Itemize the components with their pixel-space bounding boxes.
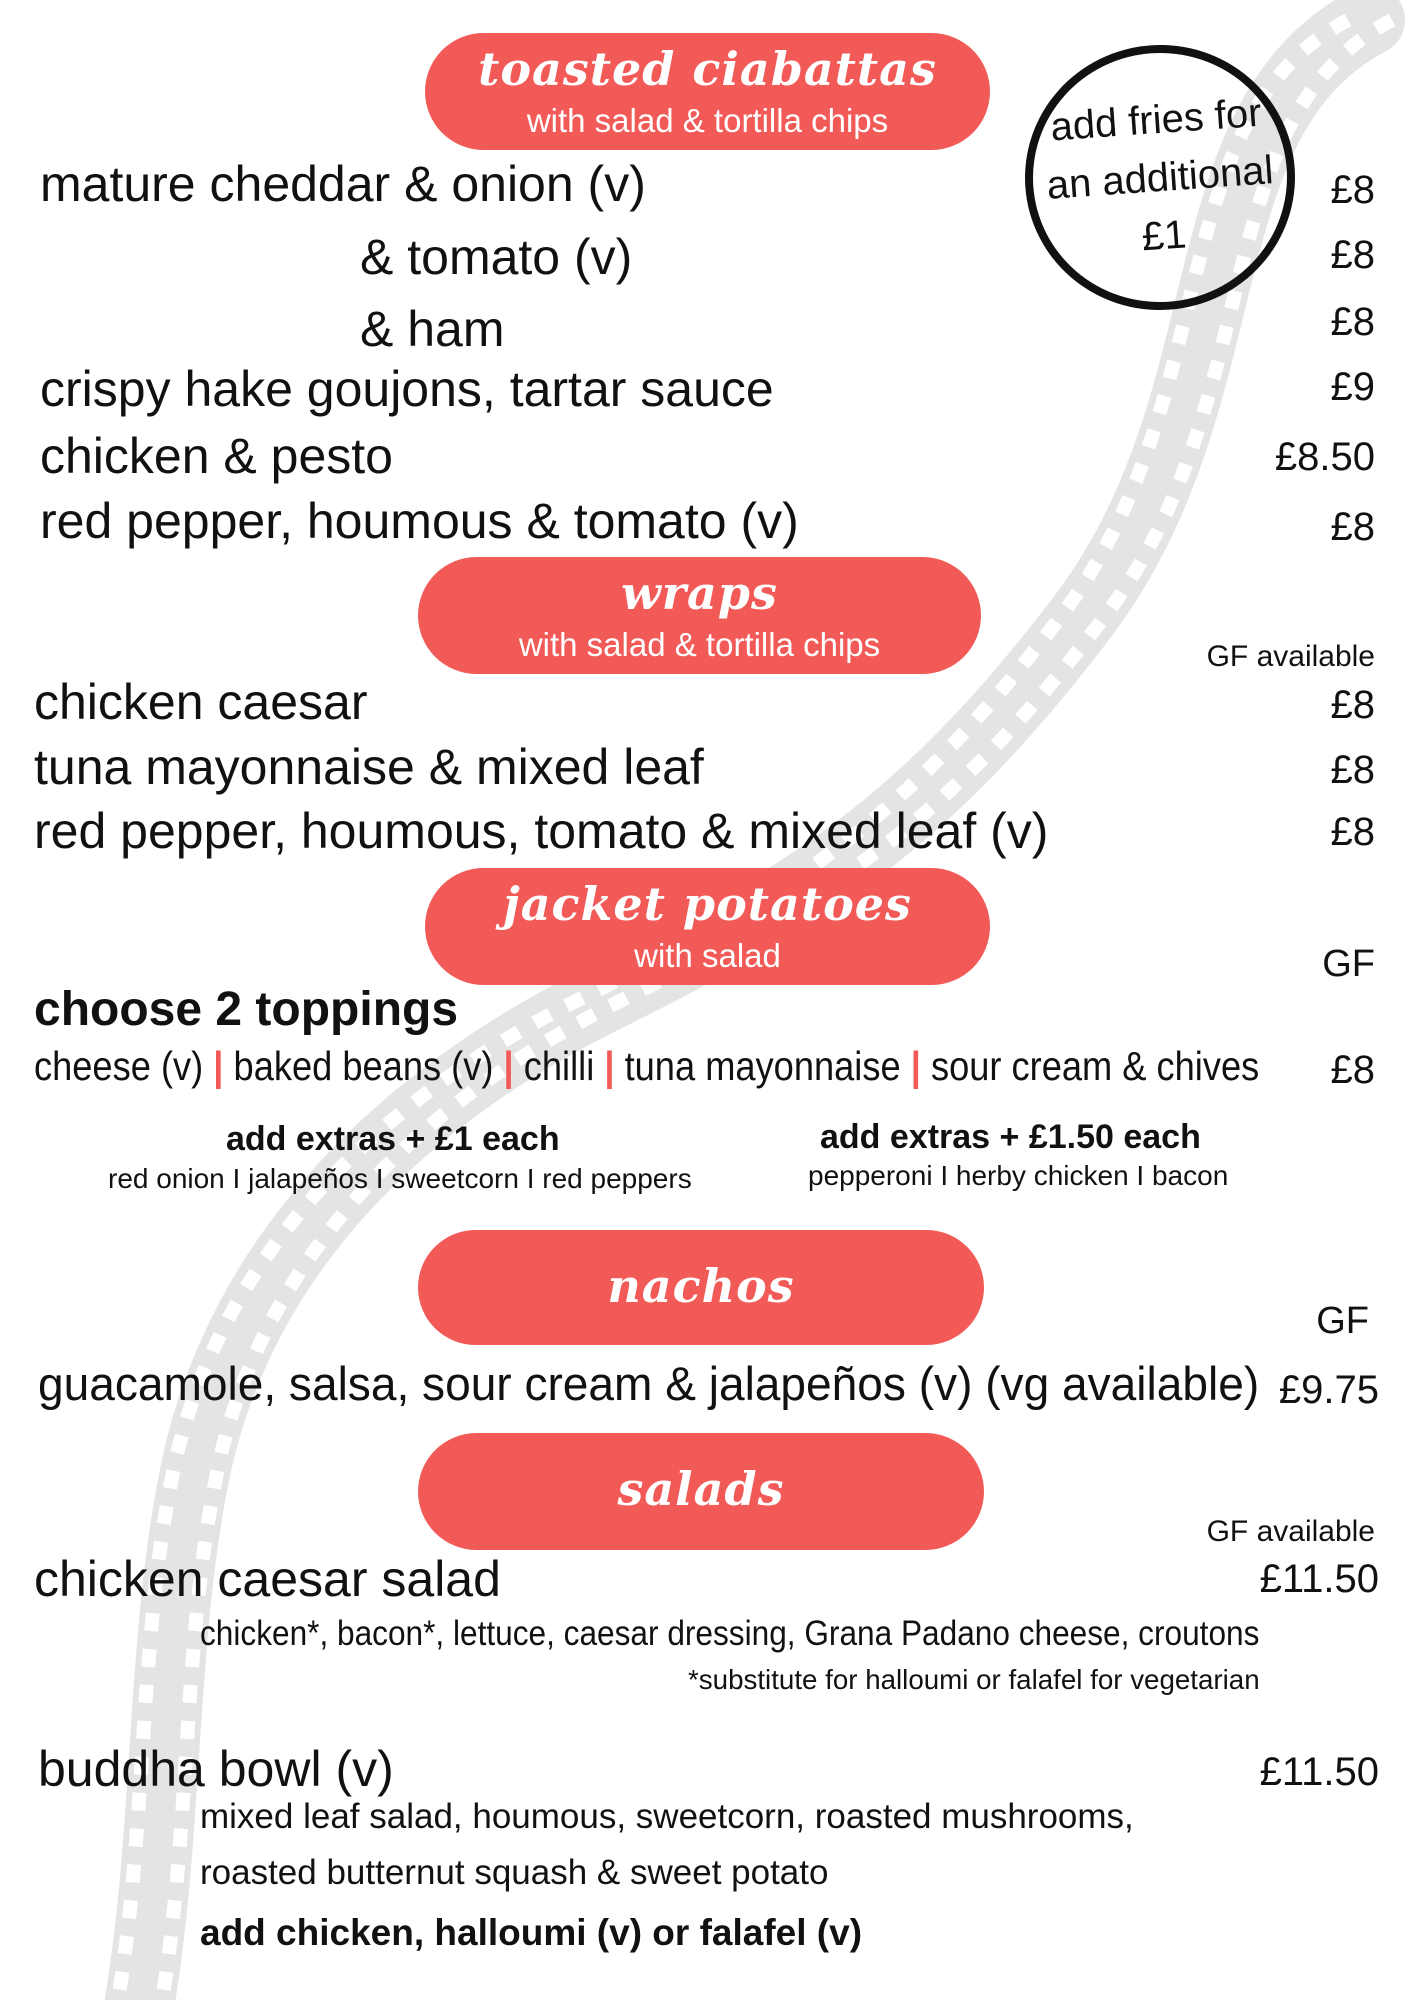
item-description: roasted butternut squash & sweet potato [200, 1853, 829, 1892]
menu-item-name: crispy hake goujons, tartar sauce [40, 361, 774, 417]
menu-item-price: £9 [1330, 365, 1375, 409]
topping: cheese (v) [34, 1043, 204, 1089]
menu-item-name: & tomato (v) [360, 229, 633, 285]
gf-note: GF available [1206, 640, 1375, 673]
gf-note: GF [1322, 943, 1375, 985]
section-header-salads [418, 1433, 984, 1550]
menu-item-name: & ham [360, 301, 505, 357]
menu-item-price: £11.50 [1259, 1557, 1379, 1601]
section-header-nachos [418, 1230, 984, 1345]
separator: | [604, 1043, 615, 1089]
menu-item-price: £9.75 [1278, 1368, 1379, 1412]
section-title: nachos [607, 1259, 795, 1313]
extras-list: pepperoni I herby chicken I bacon [808, 1160, 1229, 1191]
gf-note: GF available [1206, 1515, 1375, 1548]
menu-item-price: £8 [1330, 300, 1375, 344]
section-title: wraps [621, 566, 778, 620]
section-header-jackets [425, 868, 990, 985]
promo-line: an additional [1045, 147, 1275, 208]
topping: baked beans (v) [233, 1043, 494, 1089]
menu-item-price: £8 [1330, 505, 1375, 549]
extras-list: red onion I jalapeños I sweetcorn I red peppers [108, 1163, 692, 1194]
gf-note: GF [1316, 1300, 1369, 1342]
toppings-line [34, 1043, 1259, 1090]
choose-toppings-heading: choose 2 toppings [34, 983, 459, 1036]
item-addon: add chicken, halloumi (v) or falafel (v) [200, 1912, 863, 1953]
item-description: mixed leaf salad, houmous, sweetcorn, roasted mushrooms, [200, 1797, 1134, 1836]
menu-item-name: chicken & pesto [40, 428, 393, 484]
section-subtitle: with salad & tortilla chips [526, 102, 889, 139]
section-title: toasted ciabattas [478, 42, 937, 96]
menu-item-name: red pepper, houmous & tomato (v) [40, 493, 799, 549]
menu-item-name: chicken caesar [34, 674, 368, 730]
menu-item-price: £8.50 [1274, 435, 1375, 479]
section-title: jacket potatoes [503, 877, 912, 931]
separator: | [910, 1043, 921, 1089]
section-title: salads [617, 1462, 785, 1516]
menu-item-price: £8 [1330, 1048, 1375, 1092]
extras-title: add extras + £1 each [226, 1120, 560, 1158]
section-header-ciabattas [425, 33, 990, 150]
item-description: chicken*, bacon*, lettuce, caesar dressing, Grana Padano cheese, croutons [200, 1614, 1260, 1653]
menu-item-price: £11.50 [1259, 1750, 1379, 1794]
section-subtitle: with salad & tortilla chips [518, 626, 881, 663]
menu-item-name: mature cheddar & onion (v) [40, 156, 646, 212]
menu-item-price: £8 [1330, 233, 1375, 277]
menu-item-name: chicken caesar salad [34, 1551, 501, 1607]
menu-item-price: £8 [1330, 168, 1375, 212]
menu-item-name: buddha bowl (v) [38, 1741, 394, 1797]
topping: tuna mayonnaise [624, 1043, 901, 1089]
menu-item-name: guacamole, salsa, sour cream & jalapeños (v) (vg available) [38, 1357, 1260, 1410]
menu-item-name: tuna mayonnaise & mixed leaf [34, 739, 704, 795]
item-footnote: *substitute for halloumi or falafel for vegetarian [688, 1664, 1260, 1695]
menu-item-price: £8 [1330, 810, 1375, 854]
topping: sour cream & chives [930, 1043, 1260, 1089]
separator: | [213, 1043, 224, 1089]
extras-title: add extras + £1.50 each [820, 1118, 1201, 1156]
promo-line: £1 [1140, 211, 1188, 259]
section-subtitle: with salad [634, 937, 781, 974]
section-header-wraps [418, 557, 981, 674]
menu-item-price: £8 [1330, 683, 1375, 727]
menu-item-name: red pepper, houmous, tomato & mixed leaf (v) [34, 803, 1049, 859]
topping: chilli [523, 1043, 595, 1089]
menu-item-price: £8 [1330, 748, 1375, 792]
promo-line: add fries for [1049, 90, 1263, 149]
separator: | [503, 1043, 514, 1089]
